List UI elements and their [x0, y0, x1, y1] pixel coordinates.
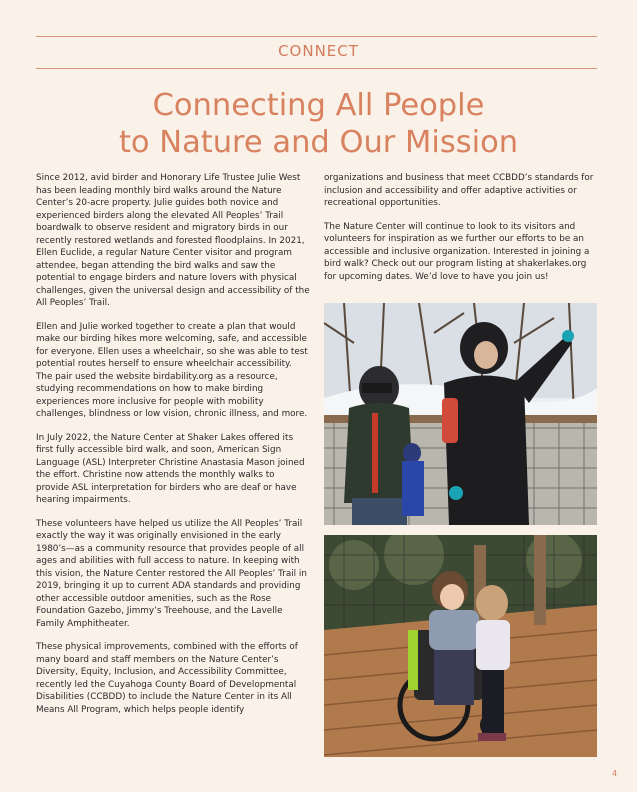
page-number: 4 — [612, 769, 618, 778]
boardwalk-children-photo — [324, 535, 597, 757]
section-rule — [36, 68, 597, 69]
winter-birding-photo — [324, 303, 597, 525]
paragraph: Ellen and Julie worked together to create a plan that would make our birding hikes more welcoming, safe, and accessible for everyone. Ellen uses a wheelchair, so she was able to test potential routes herself to ensure wheelchair accessibility. The pair used the website birdability.org as a resource, studying recommendations on how to make birding experiences more inclusive for people with mobility challenges, blindness or low vision, chronic illness, and more. — [36, 321, 308, 419]
section-label: CONNECT — [278, 42, 359, 60]
paragraph: organizations and business that meet CCBDD’s standards for inclusion and accessibility and offer adaptive activities or recreational opportunities. — [324, 173, 594, 208]
left-column — [36, 172, 310, 727]
paragraph: The Nature Center will continue to look to its visitors and volunteers for inspiration as we further our efforts to be an accessible and inclusive organization. Interested in joining a bird walk? Check out our program listing at shakerlakes.org for upcoming dates. We’d love to have you join us! — [324, 221, 590, 282]
paragraph: In July 2022, the Nature Center at Shaker Lakes offered its first fully accessible bird walk, and soon, American Sign Language (ASL) Interpreter Christine Anastasia Mason joined the effort. Christine now attends the monthly walks to provide ASL interpretation for birders who are deaf or have hearing impairments. — [36, 432, 305, 505]
paragraph: These volunteers have helped us utilize the All Peoples’ Trail exactly the way it was originally envisioned in the early 1980’s—as a community resource that provides people of all ages and abilities with full access to nature. In keeping with this vision, the Nature Center restored the All Peoples’ Trail in 2019, bringing it up to current ADA standards and providing other accessible outdoor amenities, such as the Rose Foundation Gazebo, Jimmy’s Treehouse, and the Lavelle Family Amphitheater. — [36, 518, 307, 629]
title-line-1: Connecting All People — [152, 88, 485, 123]
paragraph: These physical improvements, combined with the efforts of many board and staff members on the Nature Center’s Diversity, Equity, Inclusion, and Accessibility Committee, recently led the Cuyahoga County Board of Developmental Disabilities (CCBDD) to include the Nature Center in its All Means All Program, which helps people identify — [36, 642, 298, 715]
page-title — [0, 87, 637, 161]
paragraph: Since 2012, avid birder and Honorary Life Trustee Julie West has been leading monthly bird walks around the Nature Center’s 20-acre property. Julie guides both novice and experienced birders along the elevated All Peoples’ Trail boardwalk to observe resident and migratory birds in our recently restored wetlands and forested floodplains. In 2021, Ellen Euclide, a regular Nature Center visitor and program attendee, began attending the bird walks and saw the potential to engage birders and nature lovers with physical challenges, given the universal design and accessibility of the All Peoples’ Trail. — [36, 173, 310, 308]
title-line-2: to Nature and Our Mission — [118, 125, 519, 160]
top-rule — [36, 36, 597, 37]
right-column — [324, 172, 598, 294]
